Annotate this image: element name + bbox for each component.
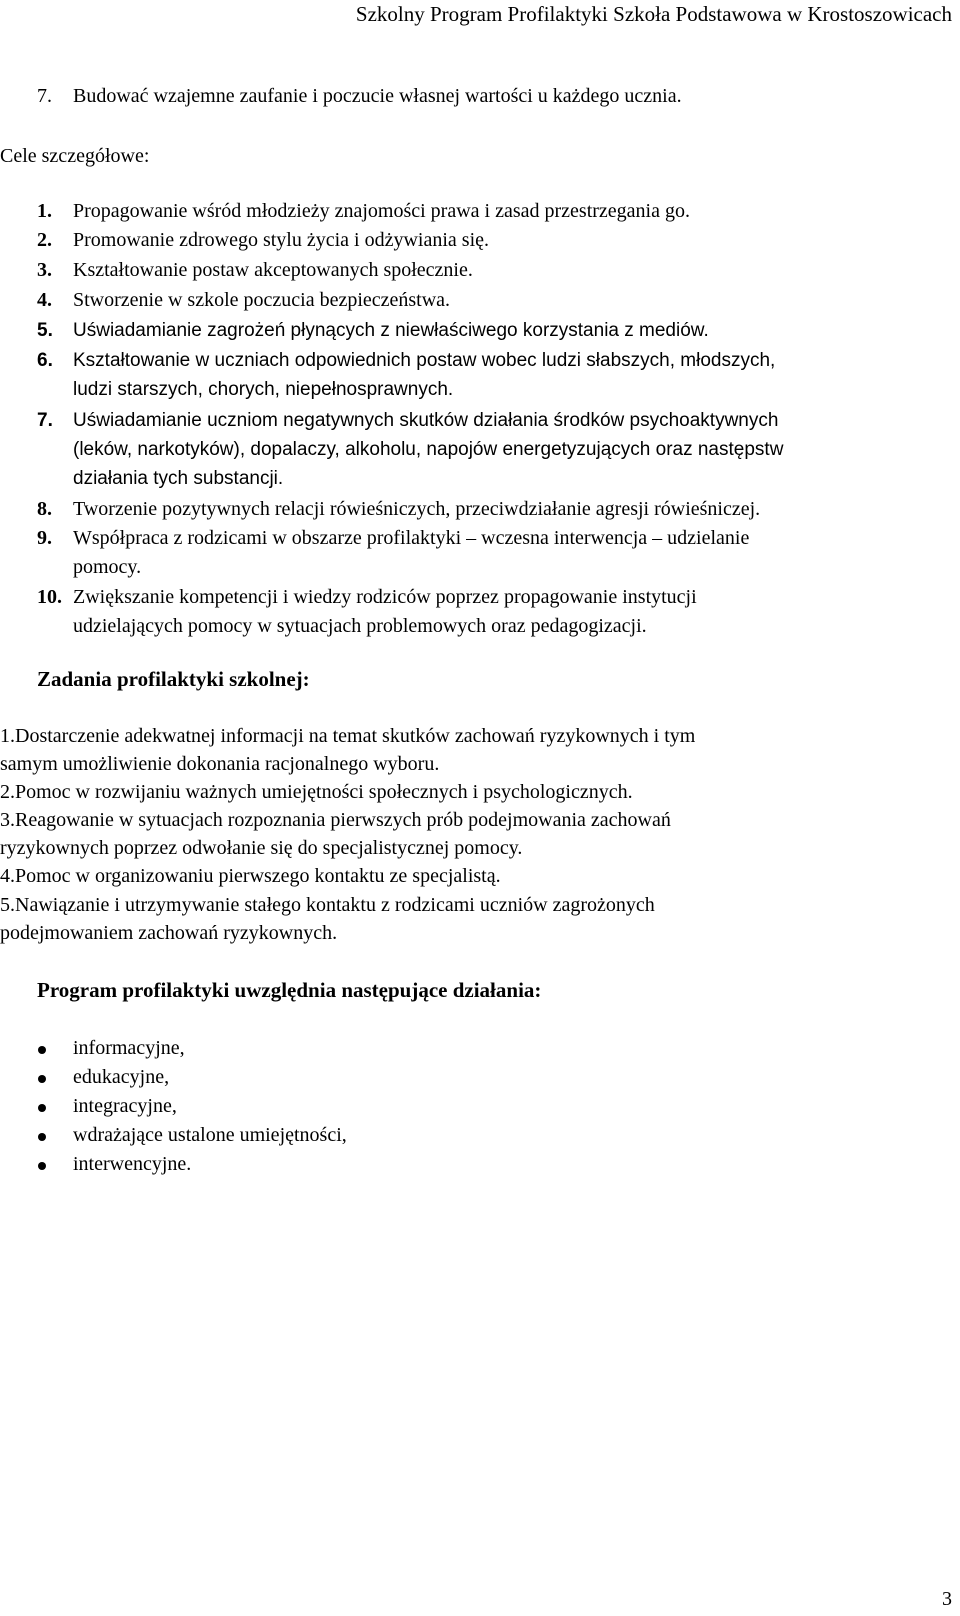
task-item: 1.Dostarczenie adekwatnej informacji na temat skutków zachowań ryzykownych i tym: [0, 725, 696, 747]
task-item-continued: ryzykownych poprzez odwołanie się do specjalistycznej pomocy.: [0, 837, 523, 859]
task-item: 5.Nawiązanie i utrzymywanie stałego kontaktu z rodzicami uczniów zagrożonych: [0, 894, 655, 916]
item-text: Propagowanie wśród młodzieży znajomości prawa i zasad przestrzegania go.: [73, 200, 690, 222]
item-number: 10.: [37, 586, 62, 608]
item-text: Współpraca z rodzicami w obszarze profilaktyki – wczesna interwencja – udzielanie: [73, 527, 750, 549]
item-text: pomocy.: [73, 556, 142, 578]
item-text: Uświadamianie zagrożeń płynących z niewłaściwego korzystania z mediów.: [73, 320, 709, 341]
item-number: 8.: [37, 498, 52, 520]
item-text: udzielających pomocy w sytuacjach problemowych oraz pedagogizacji.: [73, 615, 647, 637]
goal-text: Budować wzajemne zaufanie i poczucie własnej wartości u każdego ucznia.: [73, 85, 682, 107]
item-text: Stworzenie w szkole poczucia bezpieczeństwa.: [73, 289, 451, 311]
item-number: 3.: [37, 259, 52, 281]
list-item: edukacyjne,: [73, 1066, 170, 1088]
task-item: 2.Pomoc w rozwijaniu ważnych umiejętności społecznych i psychologicznych.: [0, 781, 633, 803]
item-number: 9.: [37, 527, 52, 549]
bullet-icon: [38, 1104, 46, 1112]
list-item: integracyjne,: [73, 1095, 177, 1117]
task-item-continued: samym umożliwienie dokonania racjonalnego wyboru.: [0, 753, 440, 775]
item-text: Kształtowanie postaw akceptowanych społecznie.: [73, 259, 473, 281]
task-item-continued: podejmowaniem zachowań ryzykownych.: [0, 922, 338, 944]
item-text: Kształtowanie w uczniach odpowiednich postaw wobec ludzi słabszych, młodszych,: [73, 350, 776, 371]
item-number: 1.: [37, 200, 52, 222]
detailed-goals-heading: Cele szczegółowe:: [0, 145, 150, 167]
tasks-heading: Zadania profilaktyki szkolnej:: [37, 667, 310, 691]
item-text: Tworzenie pozytywnych relacji rówieśniczych, przeciwdziałanie agresji rówieśniczej.: [73, 498, 761, 520]
goal-number: 7.: [37, 85, 52, 107]
item-number: 7.: [37, 410, 53, 431]
task-item: 4.Pomoc w organizowaniu pierwszego kontaktu ze specjalistą.: [0, 865, 501, 887]
item-text: Zwiększanie kompetencji i wiedzy rodziców poprzez propagowanie instytucji: [73, 586, 697, 608]
bullet-icon: [38, 1075, 46, 1083]
item-number: 2.: [37, 229, 52, 251]
actions-heading: Program profilaktyki uwzględnia następujące działania:: [37, 978, 542, 1002]
running-header: Szkolny Program Profilaktyki Szkoła Podstawowa w Krostoszowicach: [355, 2, 952, 26]
page-number: 3: [942, 1588, 952, 1610]
item-text: Promowanie zdrowego stylu życia i odżywiania się.: [73, 229, 489, 251]
item-text: ludzi starszych, chorych, niepełnosprawnych.: [73, 379, 454, 400]
item-text: Uświadamianie uczniom negatywnych skutków działania środków psychoaktywnych: [73, 410, 779, 431]
bullet-icon: [38, 1162, 46, 1170]
item-text: działania tych substancji.: [73, 468, 284, 489]
bullet-icon: [38, 1046, 46, 1054]
list-item: informacyjne,: [73, 1037, 185, 1059]
item-number: 5.: [37, 320, 53, 341]
task-item: 3.Reagowanie w sytuacjach rozpoznania pierwszych prób podejmowania zachowań: [0, 809, 671, 831]
item-number: 4.: [37, 289, 52, 311]
bullet-icon: [38, 1133, 46, 1141]
list-item: interwencyjne.: [73, 1153, 192, 1175]
item-number: 6.: [37, 350, 53, 371]
item-text: (leków, narkotyków), dopalaczy, alkoholu, napojów energetyzujących oraz następstw: [73, 439, 784, 460]
list-item: wdrażające ustalone umiejętności,: [73, 1124, 347, 1146]
